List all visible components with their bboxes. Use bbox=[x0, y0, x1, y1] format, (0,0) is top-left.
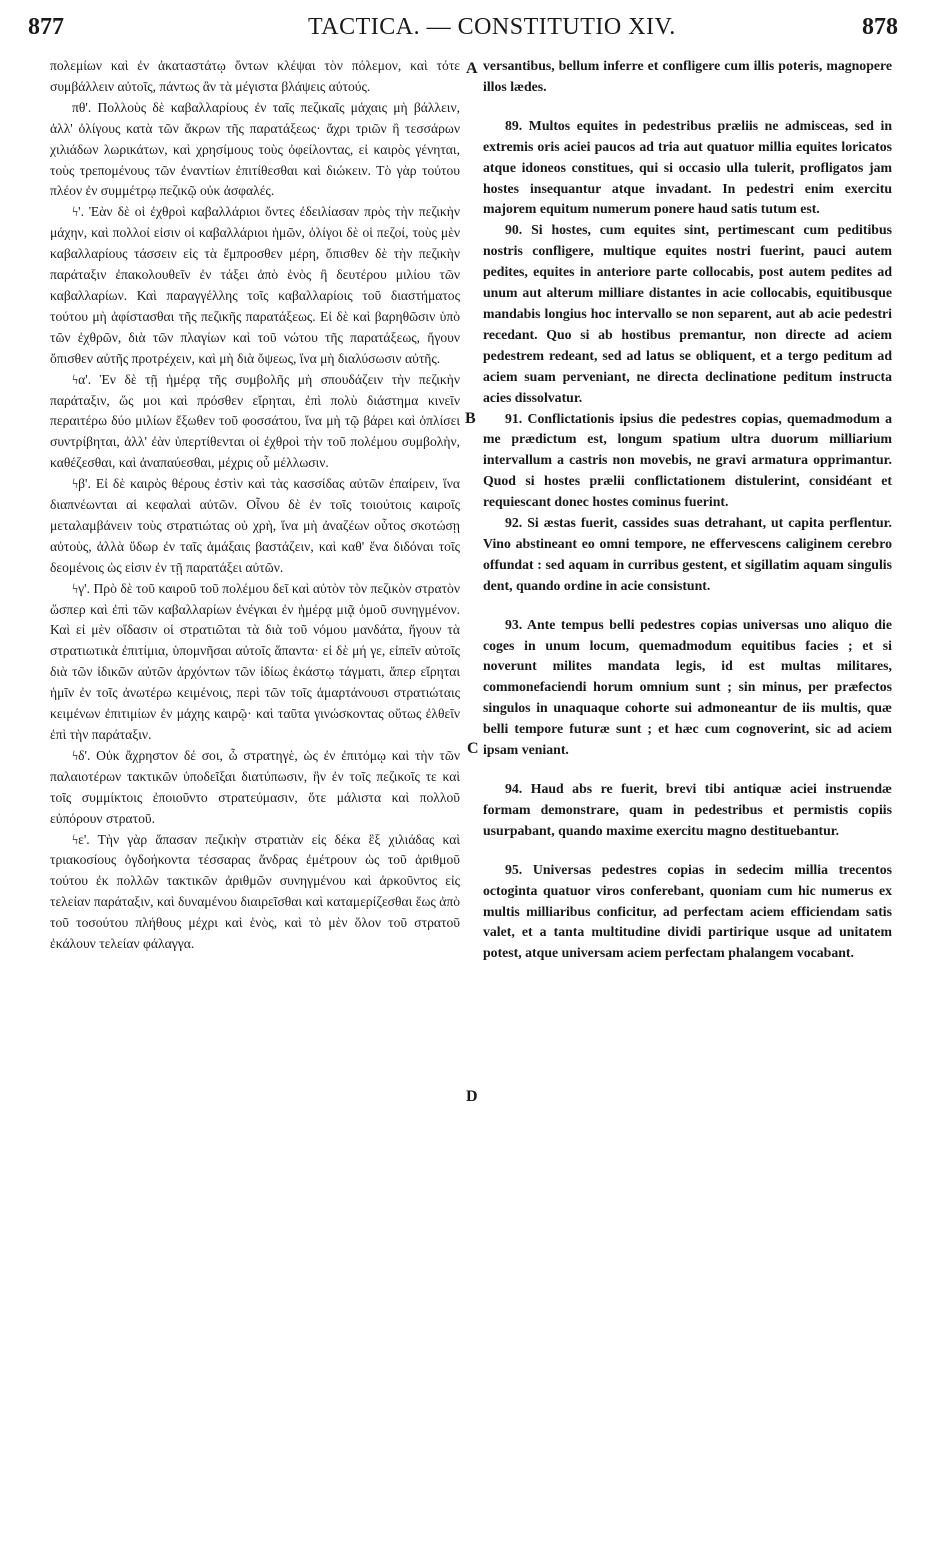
greek-paragraph: ϟγ'. Πρὸ δὲ τοῦ καιροῦ τοῦ πολέμου δεῖ καὶ αὐτὸν τὸν πεζικὸν στρατὸν ὥσπερ καὶ ἐπὶ τῶν καβαλλαρίων ἐνέγκαι ἐν ἡμέρᾳ μιᾷ ὁμοῦ συνηγμένον. Καὶ εἰ μὲν οἴδασιν οἱ στρατιῶται τὰ διὰ τοῦ νόμου μανδάτα, ἤγουν τὰ στρατιωτικὰ ἐπιτίμια, ὑπομνῆσαι αὐτοῖς ἅπαντα· εἰ δὲ μή γε, εἰπεῖν αὐτοῖς διὰ τῶν ἰδικῶν αὐτῶν ἀρχόντων τῶν ἰδίως ἑκάστῳ τάγματι, ἅπερ εἴρηται ἡμῖν ἐν τοῖς ἀνωτέρω κειμένοις, περὶ τῶν τοῖς ἁμαρτάνουσι στρατιώταις κειμένων ἐπιτιμίων ἐν μάχης καιρῷ· καὶ ταῦτα γινώσκοντας οὕτως ἐλθεῖν ἐπὶ τὴν παράταξιν. bbox=[50, 580, 460, 742]
running-title: TACTICA. — CONSTITUTIO XIV. bbox=[308, 14, 676, 40]
latin-paragraph: 91. Conflictationis ipsius die pedestres copias, quemadmodum a me prædictum est, longum spatium ultra duorum milliarium intervallum a castris non movebis, ne gravi armatura opprimantur. Quod si hostes prælii conflictationem distulerint, considéant et requiescant donec hostes cominus fuerint. bbox=[483, 410, 892, 510]
page-header bbox=[28, 10, 898, 56]
greek-paragraph: ϟε'. Τὴν γὰρ ἅπασαν πεζικὴν στρατιὰν εἰς δέκα ἓξ χιλιάδας καὶ τριακοσίους ὀγδοήκοντα τέσσαρας ἄνδρας ἐμέτρουν ὡς τοῦ ἀριθμοῦ τούτου ἐκ πολλῶν τακτικῶν ἀριθμῶν συνηγμένου καὶ ἀρκοῦντος εἰς τελείαν παράταξιν, καὶ δυναμένου διαιρεῖσθαι καὶ καταμερίζεσθαι ἕως ἀπὸ τοῦ τοσούτου πλήθους μέχρι καὶ ἑνὸς, καὶ τὸ μὲν ὅλον τοῦ στρατοῦ ἐκάλουν τελείαν φάλαγγα. bbox=[50, 831, 460, 952]
margin-marker-c: C bbox=[467, 740, 479, 757]
greek-paragraph: ϟα'. Ἐν δὲ τῇ ἡμέρᾳ τῆς συμβολῆς μὴ σπουδάζειν τὴν πεζικὴν παράταξιν, ὥς μοι καὶ πρόσθεν εἴρηται, ἐπὶ πολὺ διάστημα κινεῖν περαιτέρω δύο μιλίων ἔξωθεν τοῦ φοσσάτου, ἵνα μὴ τῷ βάρει καὶ ὁπλίσει συντρίβηται, ἀλλ' ἐὰν ὑπερτίθενται οἱ ἐχθροὶ τὴν τοῦ πολέμου συμβολὴν, καθέζεσθαι, καὶ ἀναπαύεσθαι, μέχρις οὗ μέλλωσιν. bbox=[50, 371, 460, 471]
margin-marker-b: B bbox=[465, 410, 476, 427]
greek-paragraph: ϟδ'. Οὐκ ἄχρηστον δέ σοι, ὦ στρατηγὲ, ὡς ἐν ἐπιτόμῳ καὶ τὴν τῶν παλαιοτέρων τακτικῶν ὑποδεῖξαι διατύπωσιν, ἣν ἐν τοῖς πεζικοῖς τε καὶ τοῖς συμμίκτοις ἐποιοῦντο στρατεύμασιν, ὅτε μάλιστα καὶ πολλοῦ εὐπόρουν στρατοῦ. bbox=[50, 747, 460, 826]
margin-marker-a: A bbox=[466, 60, 478, 77]
latin-column bbox=[483, 56, 892, 982]
left-page-number: 877 bbox=[28, 14, 64, 40]
latin-paragraph: 94. Haud abs re fuerit, brevi tibi antiquæ aciei instruendæ formam demonstrare, quam in pedestribus et permistis copiis usurpabant, quando maxime exercitu magno destituebantur. bbox=[483, 781, 892, 838]
greek-paragraph: πθ'. Πολλοὺς δὲ καβαλλαρίους ἐν ταῖς πεζικαῖς μάχαις μὴ βάλλειν, ἀλλ' ὀλίγους κατὰ τῶν ἄκρων τῆς παρατάξεως· ἄχρι τριῶν ἢ τεσσάρων χιλιάδων λωρικάτων, καὶ χρησίμους τοὺς ὀφείλοντας, εἰ καιρὸς γένηται, τοὺς τρεπομένους τῶν ἐναντίων ἐπιτίθεσθαι καὶ διώκειν. Τὸ γὰρ τούτου πλέον ἐν συμμέτρῳ πεζικῷ οὐκ ἀσφαλές. bbox=[50, 99, 460, 199]
right-page-number: 878 bbox=[862, 14, 898, 40]
latin-paragraph: 92. Si æstas fuerit, cassides suas detrahant, ut capita perflentur. Vino abstineant eo omni tempore, ne effervescens caliginem cerebro offundat : sed aquam in curribus gestent, et sigillatim aquam singulis dent, quando ordine in acie consistunt. bbox=[483, 515, 892, 593]
latin-paragraph: 95. Universas pedestres copias in sedecim millia trecentos octoginta quatuor viros conferebant, quoniam cum hic numerus ex multis milliaribus conficitur, ad perfectam aciem efficiendam satis valet, et a tanta multitudine dividi partirique usque ad unitatem potest, atque universam aciem perfectam phalangem vocabant. bbox=[483, 861, 892, 961]
latin-paragraph: 93. Ante tempus belli pedestres copias universas uno aliquo die coges in unum locum, quemadmodum equitibus facies ; et si noverunt milites mandata legis, id est multas militares, commonefaciendi horum omnium sunt ; sin minus, per præfectos singulos in unaquaque cohorte sui admoneantur de iis multis, quæ belli tempore futuræ sunt ; et hæc cum cognoverint, sic ad aciem ipsam veniant. bbox=[483, 616, 892, 758]
latin-paragraph: 90. Si hostes, cum equites sint, pertimescant cum peditibus nostris confligere, multique equites nostri fuerint, pauci autem pedites, equites in anteriore parte collocabis, post autem pedites ad unum aut alterum milliare distantes in acie collocabis, equitibusque mandabis longius hoc intervallo se non separent, aut ab acie pedestri recedant. Quo si ab hostibus premantur, non directe ad aciem pedestrem redeant, sed ad latus se obliquent, et a tergo peditum ad aciem suam perveniant, ne directa declinatione peditum instructa acies dissolvatur. bbox=[483, 222, 892, 405]
greek-paragraph: πολεμίων καὶ ἐν ἀκαταστάτῳ ὄντων κλέψαι τὸν πόλεμον, καὶ τότε συμβάλλειν αὐτοῖς, πάντως ἂν τὰ μέγιστα βλάψεις αὐτούς. bbox=[50, 58, 460, 94]
latin-paragraph: versantibus, bellum inferre et confligere cum illis poteris, magnopere illos lædes. bbox=[483, 58, 892, 94]
greek-paragraph: ϟβ'. Εἰ δὲ καιρὸς θέρους ἐστὶν καὶ τὰς κασσίδας αὐτῶν ἐπαίρειν, ἵνα διαπνέωνται αἱ κεφαλαὶ αὐτῶν. Οἶνου δὲ ἐν τοῖς τοιούτοις καιροῖς μεταλαμβάνειν τοὺς στρατιώτας οὐ χρὴ, ἵνα μὴ ἀναζέων οὗτος σκοτώσῃ αὐτοὺς, ἀλλὰ ὕδωρ ἐν ταῖς ἁμάξαις βαστάζειν, καὶ καθ' ἕνα διδόναι τοῖς δεομένοις ὡς εἰσιν ἐν τῇ παρατάξει αὐτῶν. bbox=[50, 476, 460, 575]
greek-paragraph: ϟ'. Ἐὰν δὲ οἱ ἐχθροὶ καβαλλάριοι ὄντες ἐδειλίασαν πρὸς τὴν πεζικὴν μάχην, καὶ πολλοί εἰσιν οἱ καβαλλάριοι ἡμῶν, ὀλίγοι δὲ οἱ πεζοί, τοὺς μὲν καβαλλαρίους τάσσειν εἰς τὰ ἔμπροσθεν μέρη, ὄπισθεν δὲ τὴν πεζικὴν παράταξιν ἐπακολουθεῖν ἐν τάξει ἀπὸ ἑνὸς ἢ δευτέρου μιλίου τῶν καβαλλαρίων. Καὶ παραγγέλλης τοῖς καβαλλαρίοις τοῦ διαστήματος τούτου μὴ ἀφίστασθαι τῆς πεζικῆς παρατάξεως. Εἰ δὲ καὶ βαρηθῶσιν ὑπὸ τῶν ἐχθρῶν, διὰ τῶν πλαγίων καὶ τοῦ νώτου τῆς παρατάξεως, ἤγουν ὄπισθεν αὐτῆς προτρέχειν, καὶ μὴ διὰ ὄψεως, ἵνα μὴ διαλύσωσιν αὐτῆς. bbox=[50, 204, 460, 366]
latin-paragraph: 89. Multos equites in pedestribus præliis ne admisceas, sed in extremis oris aciei paucos ad tria aut quatuor millia equites loricatos atque idoneos constitues, qui si occasio ulla tulerit, profligatos jam hostes insequantur atque invadant. In pedestri enim exercitu majorem equitum numerum ponere haud satis tutum est. bbox=[483, 117, 892, 217]
margin-marker-d: D bbox=[466, 1088, 478, 1105]
greek-column bbox=[50, 56, 460, 955]
